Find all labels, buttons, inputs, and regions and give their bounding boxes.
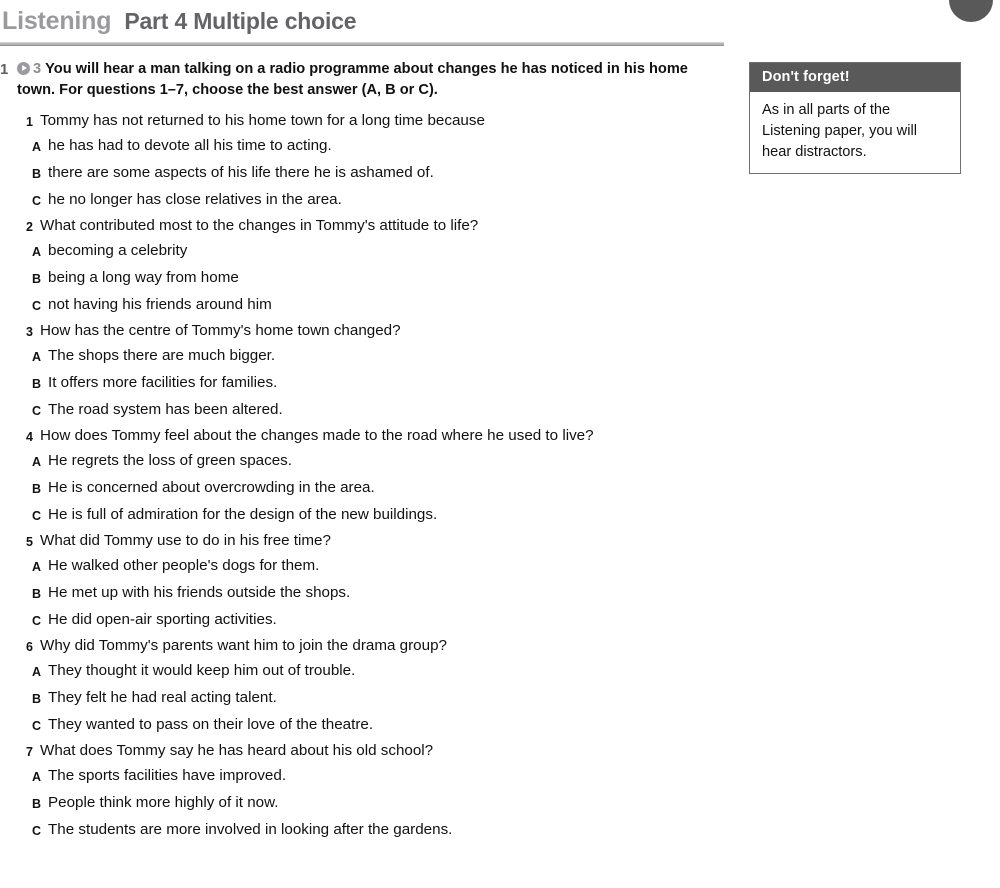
question-text: What did Tommy use to do in his free time? [40,532,331,549]
answer-option[interactable] [0,371,724,398]
option-letter: C [31,719,41,733]
option-text: there are some aspects of his life there he is ashamed of. [48,164,434,181]
option-text: he no longer has close relatives in the area. [48,191,342,208]
question-item [0,530,724,635]
answer-option[interactable] [0,554,724,581]
question-item [0,215,724,320]
question-list [0,110,724,845]
option-letter: A [31,140,41,154]
answer-option[interactable] [0,476,724,503]
option-text: not having his friends around him [48,296,272,313]
option-text: They felt he had real acting talent. [48,689,277,706]
option-text: He is concerned about overcrowding in the area. [48,479,375,496]
question-item [0,635,724,740]
part-title: Part 4 Multiple choice [124,8,357,34]
option-letter: B [31,692,41,706]
audio-play-icon[interactable] [17,62,30,75]
answer-option[interactable] [0,344,724,371]
answer-option[interactable] [0,713,724,740]
dont-forget-box [749,62,961,174]
question-number: 3 [26,325,33,339]
question-stem-row [0,215,724,239]
answer-option[interactable] [0,266,724,293]
option-text: They wanted to pass on their love of the theatre. [48,716,374,733]
option-text: The sports facilities have improved. [48,767,287,784]
answer-option[interactable] [0,293,724,320]
option-letter: A [31,770,41,784]
option-text: The students are more involved in looking after the gardens. [48,821,453,838]
question-stem-row [0,320,724,344]
option-text: He regrets the loss of green spaces. [48,452,292,469]
question-item [0,425,724,530]
option-letter: C [31,614,41,628]
answer-option[interactable] [0,764,724,791]
question-number: 7 [26,745,33,759]
task-instruction [12,59,724,100]
question-text: How does Tommy feel about the changes made to the road where he used to live? [40,427,594,444]
question-number: 4 [26,430,33,444]
question-item [0,320,724,425]
option-letter: C [31,824,41,838]
answer-option[interactable] [0,791,724,818]
page-corner-disc [949,0,993,22]
option-letter: A [31,350,41,364]
header-divider [0,42,724,46]
question-item [0,740,724,845]
question-text: Why did Tommy's parents want him to join the drama group? [40,637,447,654]
question-stem-row [0,425,724,449]
option-letter: C [31,509,41,523]
skill-title: Listening [2,7,112,35]
option-text: They thought it would keep him out of trouble. [48,662,356,679]
option-letter: B [31,167,41,181]
option-text: The road system has been altered. [48,401,283,418]
option-letter: A [31,665,41,679]
option-letter: B [31,797,41,811]
option-text: The shops there are much bigger. [48,347,276,364]
question-stem-row [0,740,724,764]
question-text: What does Tommy say he has heard about his old school? [40,742,434,759]
option-letter: B [31,377,41,391]
question-stem-row [0,530,724,554]
page-title [0,7,724,36]
dont-forget-body: As in all parts of the Listening paper, you will hear distractors. [762,102,917,160]
answer-option[interactable] [0,398,724,425]
answer-option[interactable] [0,659,724,686]
question-number: 6 [26,640,33,654]
option-letter: C [31,404,41,418]
answer-option[interactable] [0,134,724,161]
task-instruction-text: You will hear a man talking on a radio programme about changes he has noticed in his home town. For questions 1–7, choose the best answer (A, B or C). [17,61,688,98]
audio-track-number: 3 [33,61,42,77]
question-number: 2 [26,220,33,234]
task-row [0,59,724,100]
option-text: He walked other people's dogs for them. [48,557,320,574]
option-text: he has had to devote all his time to acting. [48,137,332,154]
option-text: being a long way from home [48,269,239,286]
dont-forget-title: Don't forget! [750,63,960,92]
task-number: 1 [0,61,9,78]
option-letter: B [31,587,41,601]
question-item [0,110,724,215]
option-letter: A [31,245,41,259]
option-text: People think more highly of it now. [48,794,279,811]
answer-option[interactable] [0,503,724,530]
question-number: 1 [26,115,33,129]
question-text: Tommy has not returned to his home town for a long time because [40,112,485,129]
answer-option[interactable] [0,449,724,476]
question-text: How has the centre of Tommy's home town changed? [40,322,401,339]
option-text: It offers more facilities for families. [48,374,278,391]
option-text: He met up with his friends outside the shops. [48,584,351,601]
answer-option[interactable] [0,686,724,713]
answer-option[interactable] [0,581,724,608]
question-text: What contributed most to the changes in Tommy's attitude to life? [40,217,479,234]
option-letter: B [31,272,41,286]
page-header [0,7,724,46]
answer-option[interactable] [0,161,724,188]
option-letter: C [31,194,41,208]
option-letter: A [31,455,41,469]
option-text: He is full of admiration for the design of the new buildings. [48,506,438,523]
question-stem-row [0,110,724,134]
question-number: 5 [26,535,33,549]
answer-option[interactable] [0,188,724,215]
task-instruction-block [0,59,724,100]
option-letter: C [31,299,41,313]
option-letter: A [31,560,41,574]
option-letter: B [31,482,41,496]
question-stem-row [0,635,724,659]
option-text: becoming a celebrity [48,242,188,259]
answer-option[interactable] [0,608,724,635]
option-text: He did open-air sporting activities. [48,611,277,628]
answer-option[interactable] [0,818,724,845]
answer-option[interactable] [0,239,724,266]
